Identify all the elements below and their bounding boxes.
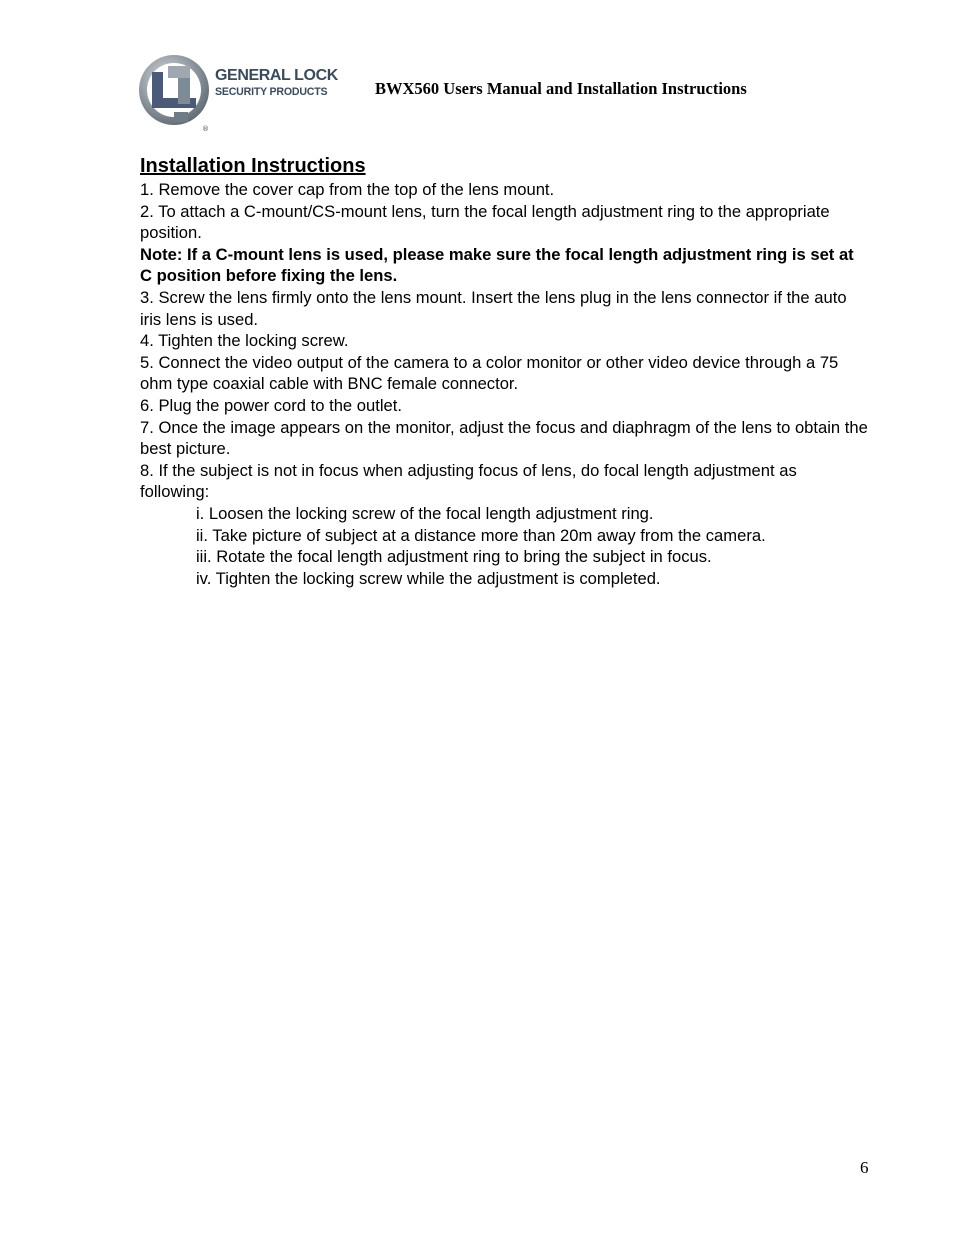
section-heading: Installation Instructions xyxy=(140,155,366,177)
step-8: 8. If the subject is not in focus when adjusting focus of lens, do focal length adjustment as following: xyxy=(140,460,797,502)
substep-iii: iii. Rotate the focal length adjustment ring to bring the subject in focus. xyxy=(196,547,712,567)
step-6: 6. Plug the power cord to the outlet. xyxy=(140,395,402,415)
step-4: 4. Tighten the locking screw. xyxy=(140,331,349,351)
step-7: 7. Once the image appears on the monitor, adjust the focus and diaphragm of the lens to obtain the best picture. xyxy=(140,417,868,459)
step-5: 5. Connect the video output of the camera to a color monitor or other video device through a 75 ohm type coaxial cable with BNC female connector. xyxy=(140,352,839,394)
company-logo xyxy=(138,52,338,134)
substep-iv: iv. Tighten the locking screw while the adjustment is completed. xyxy=(196,568,661,588)
general-lock-emblem-icon xyxy=(138,52,214,134)
step-2: 2. To attach a C-mount/CS-mount lens, turn the focal length adjustment ring to the appropriate position. xyxy=(140,201,830,243)
step-1: 1. Remove the cover cap from the top of the lens mount. xyxy=(140,180,555,199)
page-number: 6 xyxy=(860,1158,869,1177)
logo-line-1: GENERAL LOCK xyxy=(215,68,338,84)
document-title: BWX560 Users Manual and Installation Instructions xyxy=(375,79,747,98)
c-mount-note: Note: If a C-mount lens is used, please make sure the focal length adjustment ring is set at C position before fixing the lens. xyxy=(140,244,854,286)
installation-section xyxy=(140,154,870,589)
logo-wordmark xyxy=(215,68,338,98)
substep-ii: ii. Take picture of subject at a distance more than 20m away from the camera. xyxy=(196,525,766,545)
substep-i: i. Loosen the locking screw of the focal length adjustment ring. xyxy=(196,503,654,523)
logo-line-2: SECURITY PRODUCTS xyxy=(215,86,328,98)
svg-text:®: ® xyxy=(202,125,209,133)
step-3: 3. Screw the lens firmly onto the lens mount. Insert the lens plug in the lens connector if the auto iris lens is used. xyxy=(140,287,847,329)
